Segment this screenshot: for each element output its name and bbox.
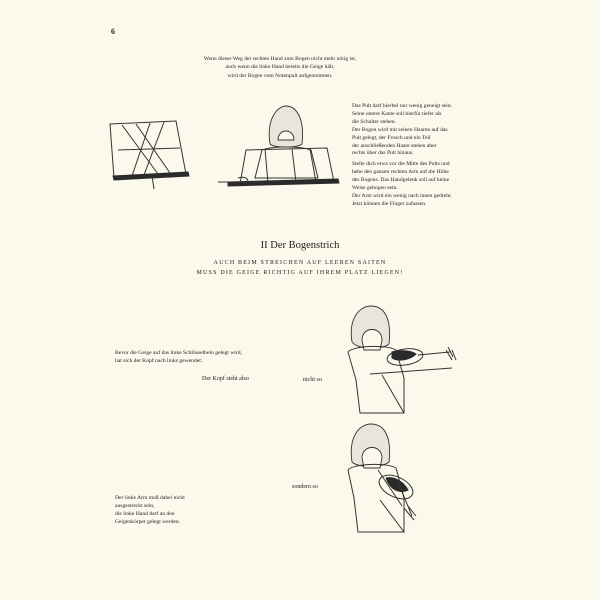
kopf-label: Der Kopf steht also: [202, 376, 249, 382]
text-line: die linke Hand darf an den: [115, 511, 175, 517]
section-heading: II Der Bogenstrich: [260, 240, 340, 251]
arm-instructions: [115, 494, 185, 526]
intro-line: Wenn dieser Weg der rechten Hand zum Bogen nicht mehr nötig ist,: [203, 56, 357, 62]
text-line: der anschließenden Haare stehen aber: [352, 142, 437, 149]
text-line: hat sich der Kopf nach links gewendet:: [115, 358, 203, 364]
text-line: Weise gebogen sein.: [352, 185, 398, 192]
text-line: des Bogens. Das Handgelenk soll auf keine: [352, 177, 450, 184]
text-line: Pult gelegt, der Frosch und ein Teil: [352, 134, 431, 141]
caps-line: AUCH BEIM STREICHEN AUF LEEREN SAITEN: [213, 260, 387, 266]
text-line: ausgestreckt sein,: [115, 503, 155, 509]
sondern-so-label: sondern so: [292, 484, 318, 490]
text-line: Jetzt können die Finger zufassen.: [352, 200, 427, 207]
nicht-so-label: nicht so: [303, 377, 322, 383]
text-line: Der linke Arm muß dabei nicht: [115, 495, 185, 501]
text-line: Bevor die Geige auf das linke Schlüsselbein gelegt wird,: [115, 350, 242, 356]
text-line: Stelle dich etwa vor die Mitte des Pults und: [352, 161, 450, 168]
text-line: hebe den ganzen rechten Arm auf die Höhe: [352, 169, 449, 176]
intro-line: wird der Bogen vom Notenpult aufgenommen.: [227, 72, 333, 79]
intro-line: auch wenn die linke Hand bereits die Geige hält,: [225, 64, 335, 71]
text-line: Der Arm wird ein wenig nach innen gedreht.: [352, 192, 453, 199]
page-number: 6: [111, 27, 115, 36]
caps-line: MUSS DIE GEIGE RICHTIG AUF IHREM PLATZ LIEGEN!: [196, 270, 404, 276]
text-line: Geigenkörper gelegt werden.: [115, 519, 181, 525]
text-line: Seine untere Kante soll hierfür tiefer als: [352, 110, 442, 117]
text-line: die Schulter stehen.: [352, 118, 396, 125]
text-line: Der Bogen wird mit seinen Haaren auf das: [352, 126, 448, 133]
text-line: Das Pult darf hierbei nur wenig geneigt sein.: [352, 103, 453, 109]
text-line: rechts über das Pult hinaus.: [352, 150, 414, 157]
violinist-right-drawing: [348, 424, 417, 532]
